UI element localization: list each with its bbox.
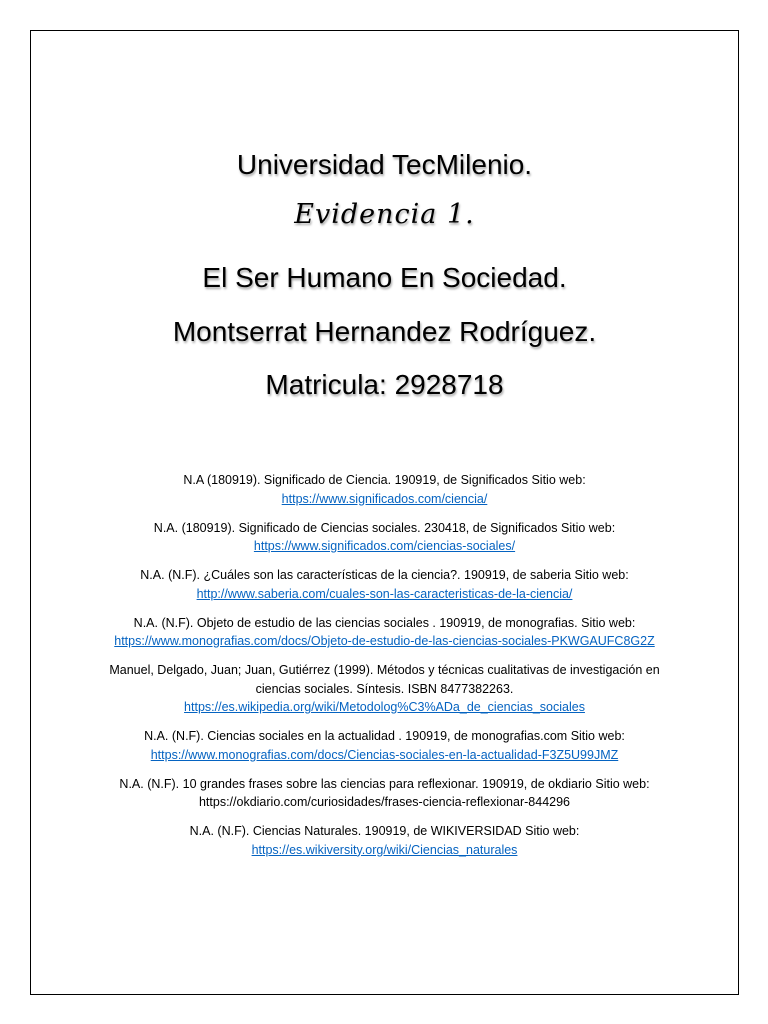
- reference-link[interactable]: https://es.wikipedia.org/wiki/Metodolog%C3%ADa_de_ciencias_sociales: [184, 700, 585, 714]
- reference-link[interactable]: https://www.significados.com/ciencia/: [281, 491, 488, 506]
- reference-item: [31, 727, 738, 764]
- student-id: Matricula: 2928718: [265, 369, 504, 400]
- reference-item: [31, 614, 738, 651]
- reference-url-line: [31, 841, 738, 860]
- reference-url-line: [31, 746, 738, 765]
- reference-text: N.A. (N.F). Objeto de estudio de las ciencias sociales . 190919, de monografias. Sitio web:: [133, 615, 636, 630]
- institution-title: Universidad TecMilenio.: [236, 149, 533, 180]
- reference-text: ciencias sociales. Síntesis. ISBN 8477382263.: [255, 681, 514, 696]
- references-list: [31, 471, 738, 870]
- reference-item: [31, 566, 738, 603]
- reference-url-line: [31, 585, 738, 604]
- reference-item: [31, 822, 738, 859]
- reference-link[interactable]: https://es.wikiversity.org/wiki/Ciencias_naturales: [251, 842, 518, 857]
- reference-item: [31, 519, 738, 556]
- reference-text: Manuel, Delgado, Juan; Juan, Gutiérrez (1999). Métodos y técnicas cualitativas de investigación en: [109, 663, 660, 677]
- reference-link[interactable]: https://www.monografias.com/docs/Objeto-de-estudio-de-las-ciencias-sociales-PKWGAUFC8G2Z: [114, 634, 655, 648]
- assignment-title: Evidencia 1.: [294, 199, 475, 230]
- reference-item: [31, 775, 738, 812]
- course-title: El Ser Humano En Sociedad.: [202, 262, 567, 293]
- reference-text: N.A. (N.F). Ciencias Naturales. 190919, de WIKIVERSIDAD Sitio web:: [189, 824, 580, 838]
- reference-url-line: [31, 632, 738, 651]
- reference-link[interactable]: http://www.saberia.com/cuales-son-las-caracteristicas-de-la-ciencia/: [196, 586, 573, 601]
- reference-link[interactable]: https://www.monografias.com/docs/Ciencias-sociales-en-la-actualidad-F3Z5U99JMZ: [150, 747, 619, 762]
- reference-url-line: [31, 698, 738, 717]
- reference-item: [31, 661, 738, 717]
- reference-url-line: [31, 490, 738, 509]
- reference-text: N.A. (N.F). Ciencias sociales en la actualidad . 190919, de monografias.com Sitio web:: [144, 729, 625, 743]
- student-name: Montserrat Hernandez Rodríguez.: [172, 316, 597, 347]
- reference-item: [31, 471, 738, 508]
- reference-url-line: [31, 537, 738, 556]
- reference-text: N.A (180919). Significado de Ciencia. 190919, de Significados Sitio web:: [183, 473, 586, 487]
- reference-link[interactable]: https://www.significados.com/ciencias-sociales/: [253, 539, 516, 553]
- reference-url-plain: https://okdiario.com/curiosidades/frases-ciencia-reflexionar-844296: [198, 795, 570, 809]
- reference-text: N.A. (N.F). 10 grandes frases sobre las ciencias para reflexionar. 190919, de okdiario Sitio web:: [119, 776, 650, 791]
- reference-text: N.A. (N.F). ¿Cuáles son las características de la ciencia?. 190919, de saberia Sitio web:: [140, 568, 629, 582]
- document-page: [30, 30, 739, 995]
- reference-text: N.A. (180919). Significado de Ciencias sociales. 230418, de Significados Sitio web:: [153, 520, 616, 535]
